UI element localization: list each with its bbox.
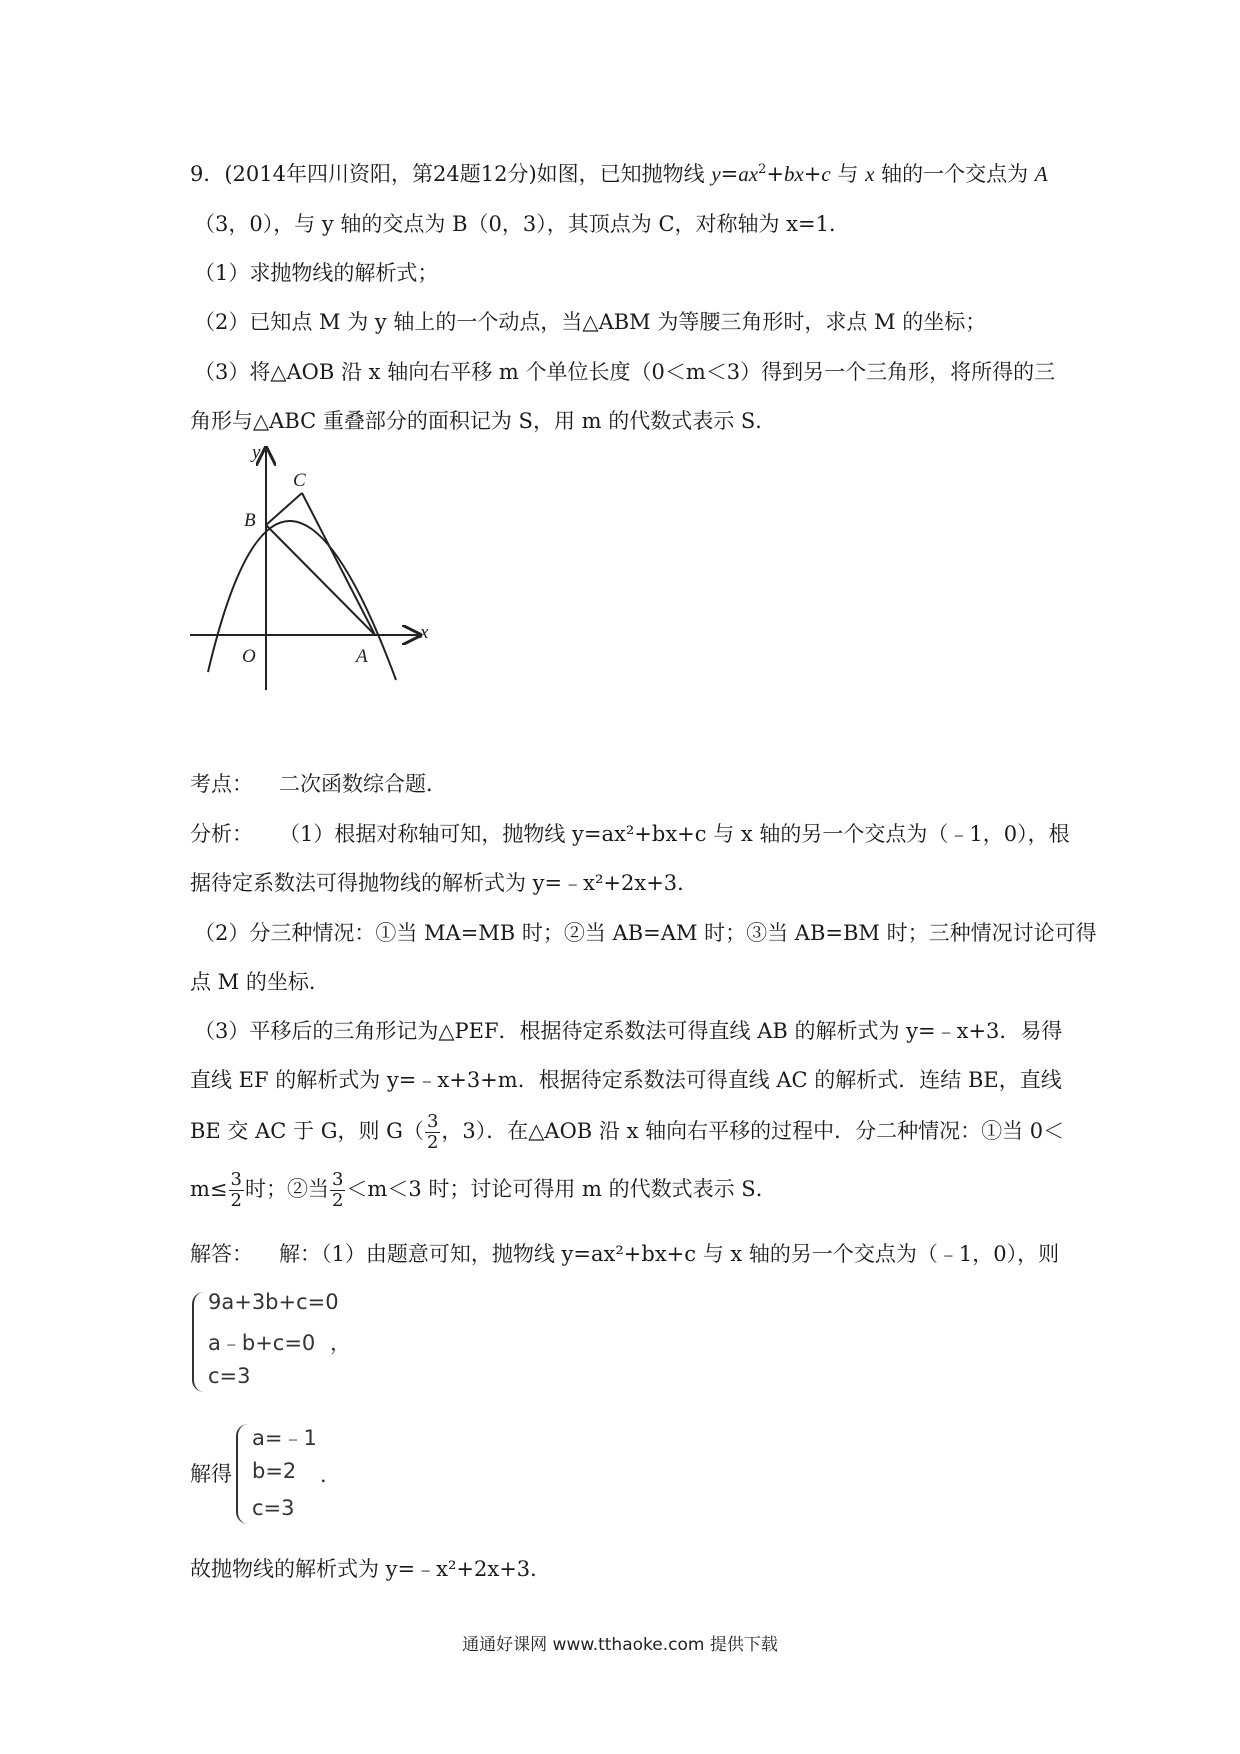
segment-BC <box>266 493 302 525</box>
system1-tail: ， <box>330 1331 351 1355</box>
question-3-line-1: （3）将△AOB 沿 x 轴向右平移 m 个单位长度（0＜m＜3）得到另一个三角形，将所得的三 <box>194 360 1056 384</box>
fenxi-line-2: 据待定系数法可得抛物线的解析式为 y=﹣x²+2x+3． <box>190 871 699 895</box>
system2-tail: ． <box>320 1463 341 1487</box>
problem-line-2: （3，0），与 y 轴的交点为 B（0，3），其顶点为 C，对称轴为 x=1． <box>194 212 850 236</box>
label-y: y <box>252 442 261 463</box>
fenxi-line-7: BE 交 AC 于 G，则 G（ $\frac{3}{2}$ ，3）．在△AOB 沿 x 轴向右平移的过程中．分二种情况：①当 0＜ <box>190 1111 1065 1153</box>
system1-eq-1: 9a+3b+c=0 <box>208 1290 339 1314</box>
solution-line-1: 解答： 解：（1）由题意可知，抛物线 y=ax²+bx+c 与 x 轴的另一个交点为（﹣1，0），则 <box>190 1242 1060 1266</box>
fraction-3-2: $\frac{3}{2}$ <box>230 1169 242 1211</box>
kaodian-line <box>190 770 447 798</box>
label-x: x <box>420 622 429 643</box>
label-A: A <box>356 646 368 667</box>
jieda-label: 解答： <box>190 1242 253 1266</box>
parabola-curve <box>208 521 396 680</box>
fenxi-line-3: （2）分三种情况：①当 MA=MB 时；②当 AB=AM 时；③当 AB=BM 时；三种情况讨论可得 <box>194 921 1097 945</box>
system2-eq-2: b=2 <box>252 1459 297 1483</box>
fenxi-line-1: 分析： （1）根据对称轴可知，抛物线 y=ax²+bx+c 与 x 轴的另一个交点为（﹣1，0），根 <box>190 822 1070 846</box>
equation-system-1 <box>190 1290 390 1400</box>
jiede-label: 解得 <box>190 1462 232 1486</box>
segment-CA <box>302 493 375 635</box>
problem-line-1: 9．(2014年四川资阳，第24题12分)如图，已知抛物线 $y=ax^2+bx+c$ 与 x 轴的一个交点为 A <box>190 162 1048 186</box>
segment-BA <box>266 525 375 635</box>
system2-eq-1: a=﹣1 <box>252 1426 317 1450</box>
fenxi-label: 分析： <box>190 822 253 846</box>
system1-eq-2: a﹣b+c=0 <box>208 1331 316 1355</box>
fenxi-line-4: 点 M 的坐标． <box>190 970 330 994</box>
question-3-line-2: 角形与△ABC 重叠部分的面积记为 S，用 m 的代数式表示 S． <box>190 409 777 433</box>
label-B: B <box>244 510 256 531</box>
fenxi-line-5: （3）平移后的三角形记为△PEF．根据待定系数法可得直线 AB 的解析式为 y=﹣x+3．易得 <box>194 1019 1063 1043</box>
system2-eq-3: c=3 <box>252 1496 295 1520</box>
equation-system-2 <box>234 1422 394 1532</box>
page-footer: 通通好课网 www.tthaoke.com 提供下载 <box>462 1635 778 1655</box>
parabola-figure <box>180 440 440 700</box>
question-2: （2）已知点 M 为 y 轴上的一个动点，当△ABM 为等腰三角形时，求点 M 的坐标； <box>194 310 987 334</box>
system1-eq-3: c=3 <box>208 1364 251 1388</box>
question-1: （1）求抛物线的解析式； <box>194 261 439 285</box>
label-O: O <box>242 646 256 667</box>
fenxi-line-8: m≤ $\frac{3}{2}$ 时；②当 $\frac{3}{2}$ ＜m＜3 时；讨论可得用 m 的代数式表示 S． <box>190 1169 777 1211</box>
kaodian-text: 二次函数综合题． <box>279 772 447 796</box>
fraction-3-2: $\frac{3}{2}$ <box>426 1111 439 1153</box>
label-C: C <box>293 470 306 491</box>
fraction-3-2: $\frac{3}{2}$ <box>331 1169 344 1211</box>
kaodian-label: 考点： <box>190 772 253 796</box>
fenxi-line-6: 直线 EF 的解析式为 y=﹣x+3+m．根据待定系数法可得直线 AC 的解析式．连结 BE，直线 <box>190 1068 1062 1092</box>
final-answer: 故抛物线的解析式为 y=﹣x²+2x+3． <box>190 1557 552 1581</box>
